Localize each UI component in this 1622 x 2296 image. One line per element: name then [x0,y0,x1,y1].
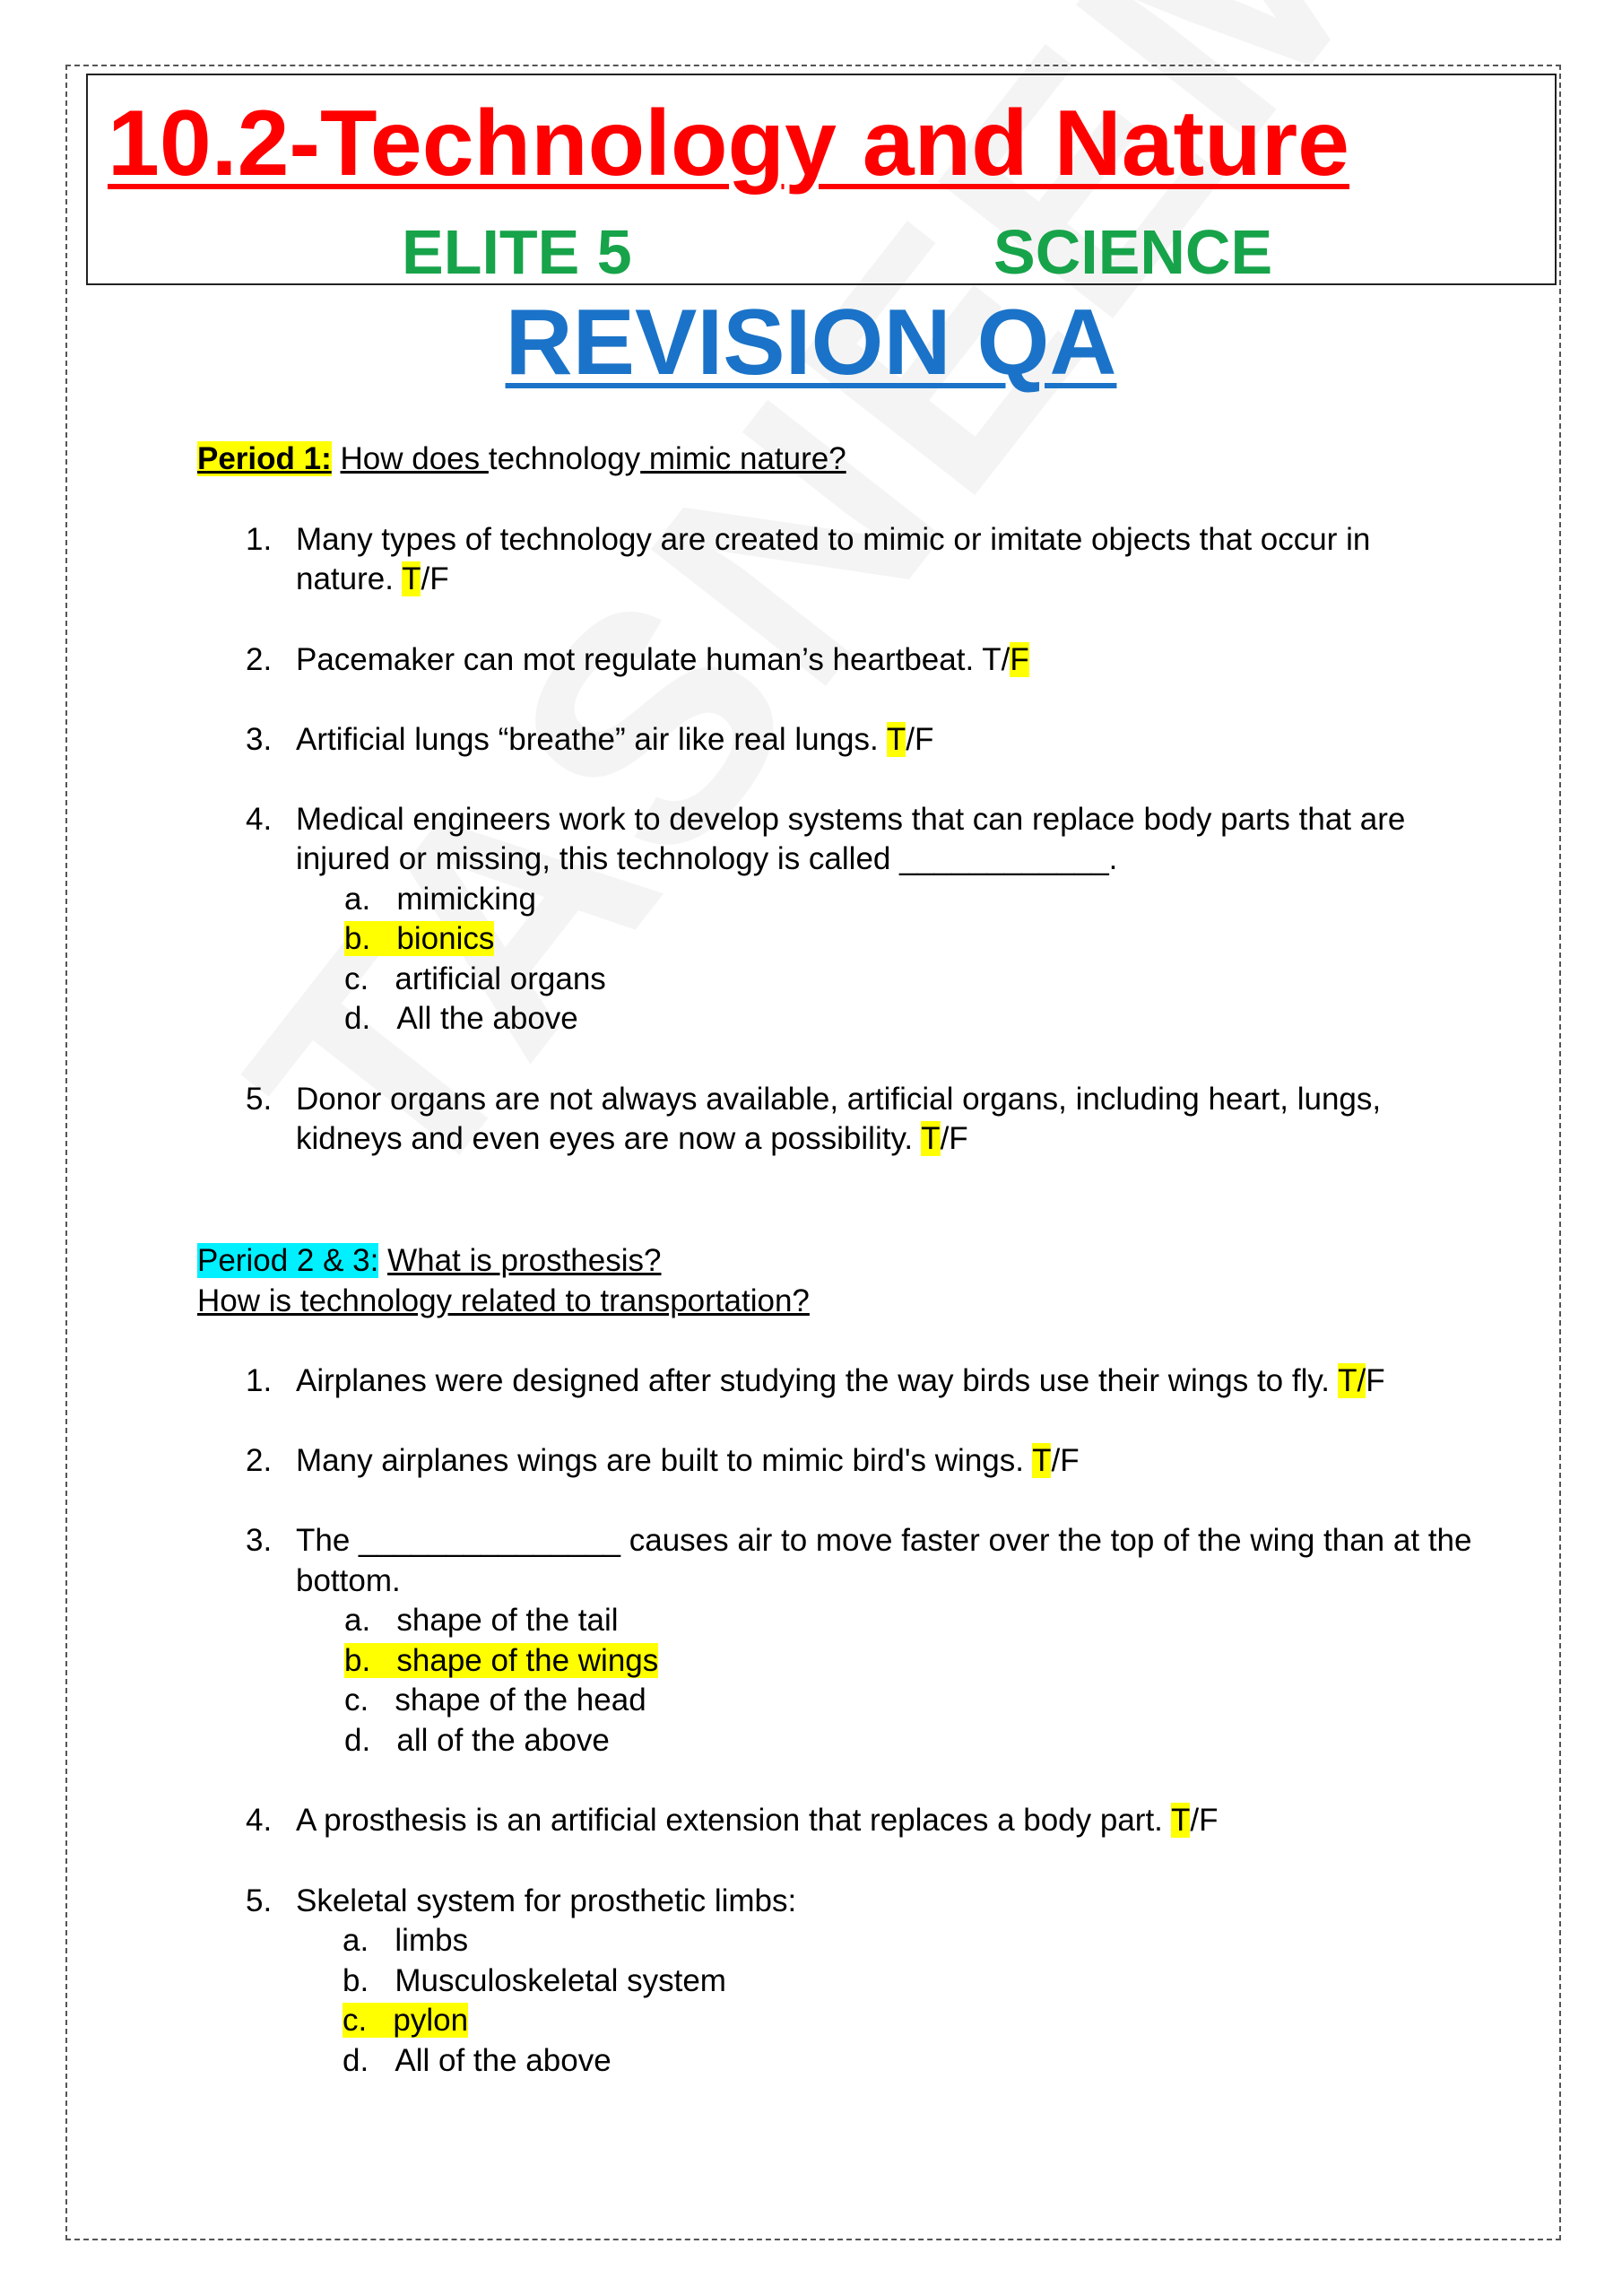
option-text: All of the above [395,2043,612,2078]
period2-heading [197,1241,661,1281]
p2-q1-line [296,1361,1385,1401]
p1-q2-text: Pacemaker can mot regulate human’s heartbeat. [296,642,983,677]
p2-q4-answer-false: F [1199,1803,1219,1838]
option-letter: c. [344,1683,369,1718]
period1-heading [197,439,846,479]
p2-q1-text: Airplanes were designed after studying the way birds use their wings to fly. [296,1363,1339,1398]
option-letter: c. [343,2003,368,2038]
p2-q1-sep: / [1357,1363,1366,1398]
p2-q5-option-c [343,2001,468,2040]
option-letter: d. [344,1723,371,1758]
option-letter: d. [344,1001,371,1036]
option-text: shape of the head [395,1683,646,1718]
option-letter: b. [344,1643,371,1678]
option-text: Musculoskeletal system [395,1963,726,1998]
option-text: artificial organs [395,961,606,996]
p1-q5-line2-text: kidneys and even eyes are now a possibility. [296,1121,922,1156]
period2-label: Period 2 & 3: [197,1243,379,1278]
option-text: pylon [393,2003,469,2038]
p1-q4-option-d [344,999,578,1039]
option-letter: a. [343,1923,369,1958]
p2-q3-number: 3. [246,1523,273,1558]
p2-q3-option-d [344,1721,610,1761]
p1-q2-sep: / [1001,642,1010,677]
option-text: mimicking [396,882,536,917]
p1-q5-line2 [296,1119,968,1159]
p1-q1-line2 [296,560,449,599]
p1-q1-line2-text: nature. [296,561,403,596]
p1-q1-answer-true: T [402,561,421,596]
option-letter: b. [344,921,371,956]
p2-q5-number: 5. [246,1883,273,1918]
p1-q2-answer-false: F [1010,642,1029,677]
p2-q3-line2: bottom. [296,1563,401,1598]
p2-q2-answer-false: F [1060,1443,1080,1478]
p1-q5-number: 5. [246,1082,273,1117]
p2-q5-option-b [343,1961,726,2001]
p2-q5-option-d [343,2041,612,2081]
period2-question-b: How is technology related to transportation? [197,1283,810,1318]
option-text: shape of the tail [396,1603,619,1638]
p1-q3-answer-false: F [914,722,934,757]
period1-label: Period 1: [197,441,332,476]
option-text: all of the above [396,1723,610,1758]
p2-q2-line [296,1441,1080,1481]
revision-heading-text: REVISION QA [505,291,1117,395]
option-text: shape of the wings [396,1643,659,1678]
option-letter: d. [343,2043,369,2078]
p2-q4-line [296,1801,1219,1840]
p1-q3-number: 3. [246,722,273,757]
p1-q2-number: 2. [246,642,273,677]
p2-q5-option-a [343,1921,468,1961]
p2-q4-answer-true: T [1171,1803,1191,1838]
p1-q3-line [296,720,933,760]
p2-q3-option-b [344,1641,658,1681]
p1-q5-line1: Donor organs are not always available, artificial organs, including heart, lungs, [296,1082,1382,1117]
option-text: bionics [396,921,495,956]
option-letter: b. [343,1963,369,1998]
p2-q1-answer-true: T [1338,1363,1357,1398]
p1-q4-option-a [344,880,536,919]
p2-q1-answer-false: F [1366,1363,1385,1398]
p2-q3-option-c [344,1681,646,1720]
p1-q2-answer-true: T [982,642,1002,677]
p2-q5-text: Skeletal system for prosthetic limbs: [296,1883,797,1918]
option-text: All the above [396,1001,578,1036]
p1-q3-text: Artificial lungs “breathe” air like real lungs. [296,722,887,757]
p2-q2-number: 2. [246,1443,273,1478]
p2-q2-text: Many airplanes wings are built to mimic bird's wings. [296,1443,1033,1478]
p1-q5-sep: / [940,1121,950,1156]
p1-q4-number: 4. [246,802,273,837]
p2-q3-option-a [344,1601,619,1640]
p1-q1-number: 1. [246,522,273,557]
p2-q4-text: A prosthesis is an artificial extension that replaces a body part. [296,1803,1172,1838]
option-letter: a. [344,1603,371,1638]
p2-q4-number: 4. [246,1803,273,1838]
p1-q3-answer-true: T [886,722,906,757]
period2-question-a: What is prosthesis? [387,1243,662,1278]
p1-q4-line1: Medical engineers work to develop systems that can replace body parts that are [296,802,1406,837]
p1-q1-line1: Many types of technology are created to mimic or imitate objects that occur in [296,522,1371,557]
p1-q4-option-b [344,919,494,959]
option-text: limbs [395,1923,469,1958]
p1-q3-sep: / [906,722,915,757]
p2-q2-sep: / [1051,1443,1061,1478]
p1-q5-answer-true: T [921,1121,941,1156]
option-highlight [343,2003,468,2038]
grade-label: ELITE 5 [402,217,632,287]
p1-q5-answer-false: F [949,1121,968,1156]
p2-q1-number: 1. [246,1363,273,1398]
period1-question-part2: technology [488,441,641,476]
p1-q4-option-c [344,960,606,999]
option-letter: c. [344,961,369,996]
option-letter: a. [344,882,371,917]
option-highlight [344,1643,658,1678]
revision-heading [0,291,1622,395]
period1-question-part1: How does [340,441,489,476]
p1-q1-answer-false: F [429,561,449,596]
p1-q1-sep: / [421,561,430,596]
option-highlight [344,921,494,956]
p2-q2-answer-true: T [1032,1443,1052,1478]
period1-question-part3: mimic nature? [640,441,846,476]
p2-q4-sep: / [1190,1803,1200,1838]
p1-q2-line [296,640,1029,680]
page-title: 10.2-Technology and Nature [108,91,1350,196]
p1-q4-line2: injured or missing, this technology is called ____________. [296,841,1118,876]
subject-label: SCIENCE [993,217,1273,287]
p2-q3-line1: The _______________ causes air to move faster over the top of the wing than at the [296,1523,1472,1558]
